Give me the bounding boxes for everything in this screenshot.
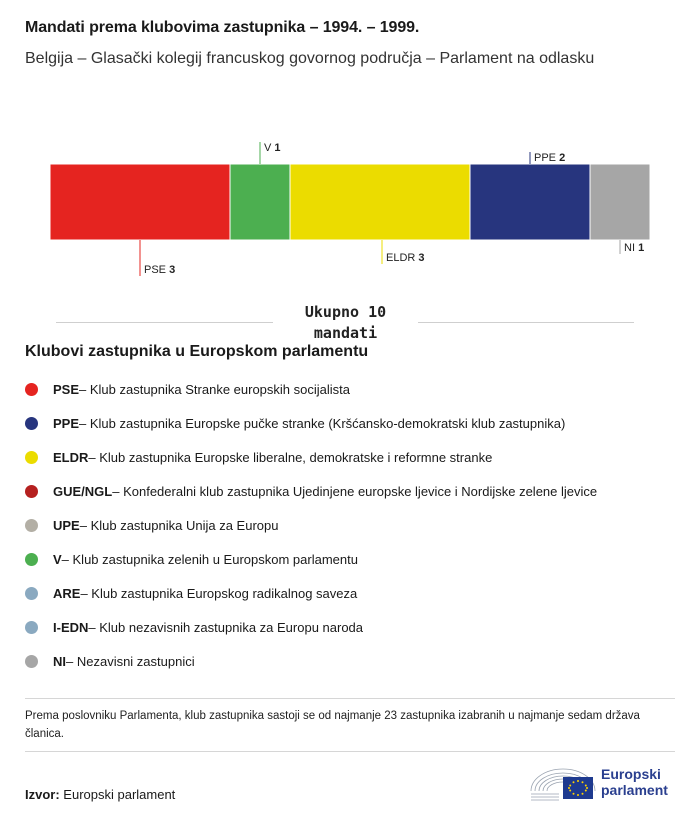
- legend-title: Klubovi zastupnika u Europskom parlamentu: [25, 343, 369, 360]
- legend-code: NI: [53, 653, 66, 669]
- legend-swatch: [25, 519, 38, 532]
- legend-item-v: [25, 542, 597, 576]
- total-line-1: Ukupno 10: [304, 303, 387, 321]
- logo-line-1: Europski: [601, 766, 661, 782]
- legend-swatch: [25, 485, 38, 498]
- legend-swatch: [25, 553, 38, 566]
- legend-item-ni: [25, 644, 597, 678]
- footnote: Prema poslovniku Parlamenta, klub zastupnika sastoji se od najmanje 23 zastupnika izabranih u najmanje sedam država članica.: [25, 710, 640, 740]
- data-label-ni: NI 1: [624, 242, 645, 254]
- legend-swatch: [25, 417, 38, 430]
- legend-description: – Klub zastupnika Unija za Europu: [79, 517, 279, 533]
- data-label-pse: PSE 3: [144, 264, 176, 276]
- legend-swatch: [25, 451, 38, 464]
- legend-item-eldr: [25, 440, 597, 474]
- bar-segment-eldr: [290, 164, 470, 240]
- total-divider-left: [56, 322, 273, 323]
- legend-item-iedn: [25, 610, 597, 644]
- logo-line-2: parlament: [601, 782, 668, 798]
- legend-code: V: [53, 551, 62, 567]
- total-divider-right: [418, 322, 634, 323]
- legend-code: UPE: [53, 517, 80, 533]
- legend-code: PSE: [53, 381, 80, 397]
- legend-item-guengl: [25, 474, 597, 508]
- source: [25, 787, 175, 802]
- total-line-2: mandati: [313, 324, 378, 342]
- legend-swatch: [25, 587, 38, 600]
- data-label-v: V 1: [264, 142, 281, 154]
- legend-description: – Klub zastupnika Stranke europskih socijalista: [79, 381, 350, 397]
- legend-item-are: [25, 576, 597, 610]
- data-label-ppe: PPE 2: [534, 152, 566, 164]
- legend-swatch: [25, 655, 38, 668]
- bar-segment-v: [230, 164, 290, 240]
- legend-description: – Klub zastupnika Europske pučke stranke (Kršćansko-demokratski klub zastupnika): [79, 415, 566, 431]
- legend-item-pse: [25, 372, 597, 406]
- data-label-eldr: ELDR 3: [386, 252, 425, 264]
- chart-subtitle: Belgija – Glasački kolegij francuskog govornog područja – Parlament na odlasku: [25, 50, 595, 67]
- legend-item-ppe: [25, 406, 597, 440]
- legend-description: – Klub zastupnika zelenih u Europskom parlamentu: [61, 551, 358, 567]
- legend-description: – Klub nezavisnih zastupnika za Europu naroda: [88, 619, 364, 635]
- legend-code: ELDR: [53, 449, 89, 465]
- source-label: Izvor:: [25, 787, 60, 802]
- legend-code: ARE: [53, 585, 81, 601]
- legend-item-upe: [25, 508, 597, 542]
- legend-swatch: [25, 383, 38, 396]
- legend-list: [25, 372, 597, 678]
- legend-description: – Nezavisni zastupnici: [66, 653, 195, 669]
- total-label: [0, 300, 700, 344]
- legend-code: PPE: [53, 415, 80, 431]
- divider-top: [25, 698, 675, 699]
- european-parliament-logo: [529, 763, 679, 803]
- source-value: Europski parlament: [63, 787, 176, 802]
- legend-description: – Klub zastupnika Europske liberalne, demokratske i reformne stranke: [88, 449, 493, 465]
- bar-segment-ppe: [470, 164, 590, 240]
- legend-swatch: [25, 621, 38, 634]
- legend-code: I-EDN: [53, 619, 89, 635]
- parliament-hemicycle-icon: [529, 763, 597, 803]
- stacked-bar-chart: [0, 120, 700, 295]
- bar-segment-pse: [50, 164, 230, 240]
- divider-bottom: [25, 751, 675, 752]
- legend-description: – Klub zastupnika Europskog radikalnog saveza: [80, 585, 358, 601]
- legend-description: – Konfederalni klub zastupnika Ujedinjene europske ljevice i Nordijske zelene ljevice: [112, 483, 598, 499]
- bar-segment-ni: [590, 164, 650, 240]
- legend-code: GUE/NGL: [53, 483, 113, 499]
- total-text: [273, 302, 418, 344]
- logo-text: [601, 766, 668, 798]
- chart-title: Mandati prema klubovima zastupnika – 1994. – 1999.: [25, 19, 420, 36]
